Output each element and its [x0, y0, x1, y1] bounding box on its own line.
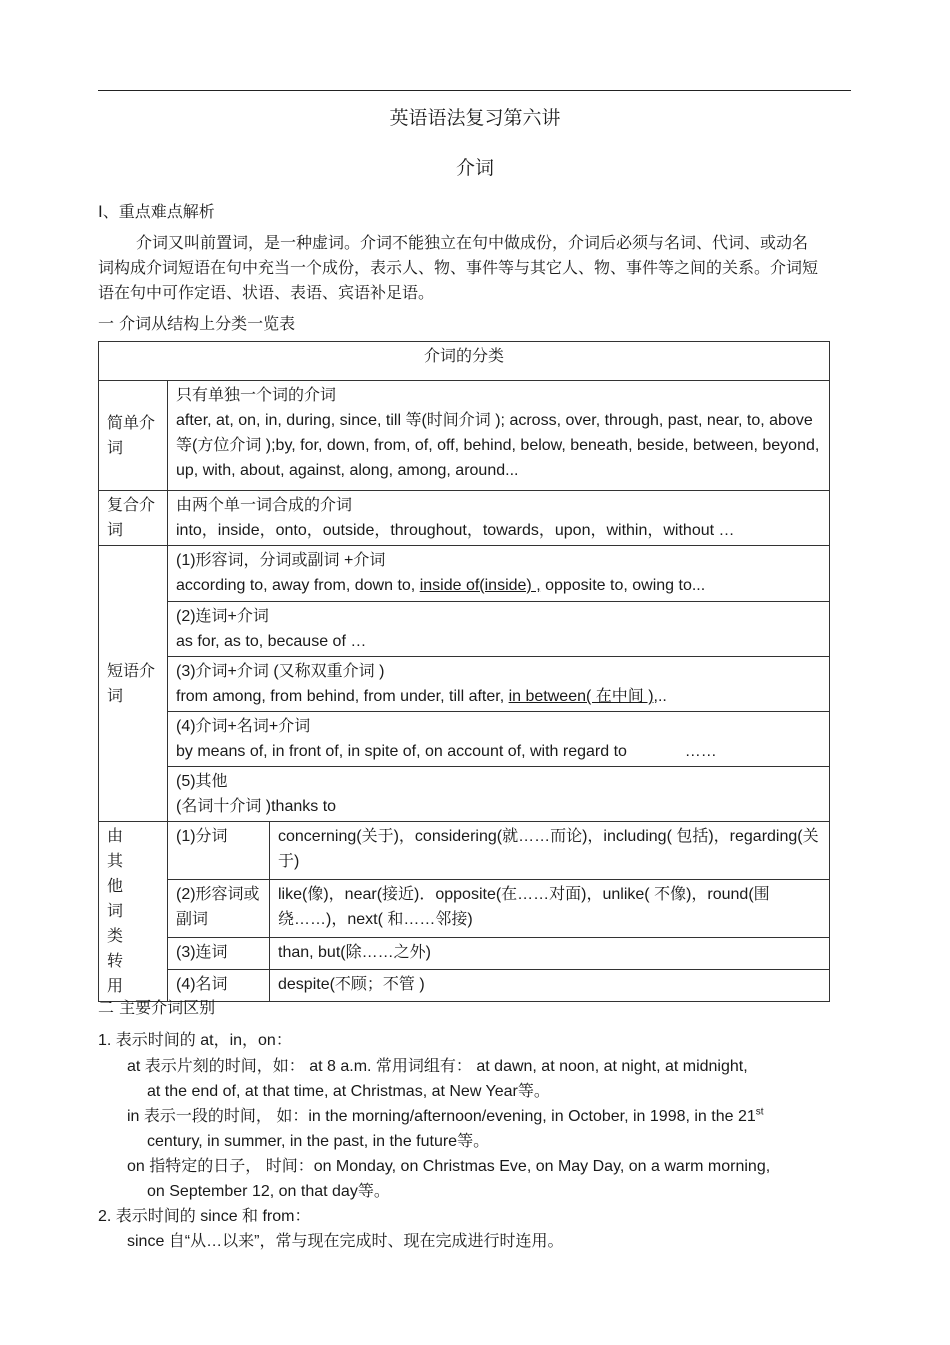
intro-text: 介词又叫前置词，是一种虚词。介词不能独立在句中做成份，介词后必须与名词、代词、或动名词构成介词短语在句中充当一个成份，表示人、物、事件等与其它人、物、事件等之间的关系。介词短语在句中可作定语、状语、表语、宾语补足语。: [98, 233, 819, 302]
phrase-3-items-b: ..: [657, 688, 667, 705]
phrase-5-desc: (5)其他: [176, 773, 228, 790]
phrase-1-items-a: according to, away from, down to,: [176, 577, 416, 594]
phrase-3-desc: (3)介词+介词 (又称双重介词 ): [176, 663, 385, 680]
top-rule: [98, 90, 851, 91]
simple-items: after, at, on, in, during, since, till 等(时间介词 ); across, over, through, past, near, to, above等(方位介词 );by, for, down, from, of, off, behind, below, beneath, beside, between, beyond, up, with, about, against, along, among, around...: [176, 412, 820, 479]
list-item-1-at-line-1: at 表示片刻的时间，如： at 8 a.m. 常用词组有： at dawn, at noon, at night, at midnight,: [127, 1058, 748, 1075]
converted-type-3: (3)连词: [168, 938, 270, 970]
simple-desc: 只有单独一个词的介词: [176, 387, 337, 404]
phrase-5-items: (名词十介词 )thanks to: [176, 798, 337, 815]
section-heading-2: 二 主要介词区别: [98, 998, 216, 1017]
phrase-2-items: as for, as to, because of …: [176, 633, 367, 650]
converted-items-3: than, but(除……之外): [270, 938, 830, 970]
phrase-4-items: by means of, in front of, in spite of, on account of, with regard to ……: [176, 743, 717, 760]
list-item-1-on-line-1: on 指特定的日子， 时间：on Monday, on Christmas Eve, on May Day, on a warm morning,: [127, 1158, 771, 1175]
phrase-row-1: [168, 546, 830, 602]
row-label-simple: 简单介词: [99, 381, 168, 491]
table-header: 介词的分类: [99, 342, 830, 381]
phrase-4-desc: (4)介词+名词+介词: [176, 718, 311, 735]
page-subtitle: 介词: [455, 157, 494, 179]
superscript-st: st: [755, 1106, 764, 1118]
converted-type-2: (2)形容词或副词: [168, 880, 270, 938]
in-line-text: in 表示一段的时间， 如：in the morning/afternoon/evening, in October, in 1998, in the 21: [127, 1108, 756, 1125]
list-item-1-in-line-1: [127, 1103, 764, 1126]
converted-type-4: (4)名词: [168, 970, 270, 1002]
converted-items-4: despite(不顾；不管 ): [270, 970, 830, 1002]
row-label-phrase: 短语介词: [99, 546, 168, 822]
list-item-1-in-line-2: century, in summer, in the past, in the future等。: [147, 1133, 490, 1150]
intro-paragraph: [98, 230, 818, 305]
list-item-2-since: since 自“从…以来”，常与现在完成时、现在完成进行时连用。: [127, 1233, 564, 1250]
row-label-converted: 由其他词类转用: [99, 822, 168, 1002]
converted-items-1: concerning(关于)，considering(就……而论)，including( 包括)，regarding(关于): [270, 822, 830, 880]
section-heading-1: 一 介词从结构上分类一览表: [98, 314, 296, 333]
phrase-1-items-b: opposite to, owing to...: [540, 577, 706, 594]
phrase-3-items-a: from among, from behind, from under, till after,: [176, 688, 509, 705]
list-item-1-on-line-2: on September 12, on that day等。: [147, 1183, 390, 1200]
phrase-1-underlined: inside of(inside) ,: [419, 577, 541, 594]
phrase-row-3: [168, 657, 830, 712]
converted-type-1: (1)分词: [168, 822, 270, 880]
phrase-row-4: [168, 712, 830, 767]
phrase-row-2: [168, 602, 830, 657]
list-item-1-heading: 1. 表示时间的 at，in，on：: [98, 1032, 292, 1049]
list-item-2-heading: 2. 表示时间的 since 和 from：: [98, 1208, 311, 1225]
page-title: 英语语法复习第六讲: [389, 107, 561, 129]
list-item-1-at-line-2: at the end of, at that time, at Christmas, at New Year等。: [147, 1083, 550, 1100]
preposition-classification-table: [98, 341, 830, 1002]
phrase-3-underlined: in between( 在中间 ),: [508, 688, 658, 705]
phrase-row-5: [168, 767, 830, 822]
phrase-1-desc: (1)形容词，分词或副词 +介词: [176, 552, 386, 569]
compound-desc: 由两个单一词合成的介词: [176, 497, 353, 514]
compound-prepositions-cell: [168, 491, 830, 546]
converted-items-2: like(像)，near(接近)．opposite(在……对面)，unlike( 不像)，round(围绕……)，next( 和……邻接): [270, 880, 830, 938]
compound-items: into，inside，onto，outside，throughout，towards，upon，within，without …: [176, 522, 735, 539]
section-heading-I: I、重点难点解析: [98, 202, 215, 221]
phrase-2-desc: (2)连词+介词: [176, 608, 269, 625]
row-label-compound: 复合介词: [99, 491, 168, 546]
simple-prepositions-cell: [168, 381, 830, 491]
